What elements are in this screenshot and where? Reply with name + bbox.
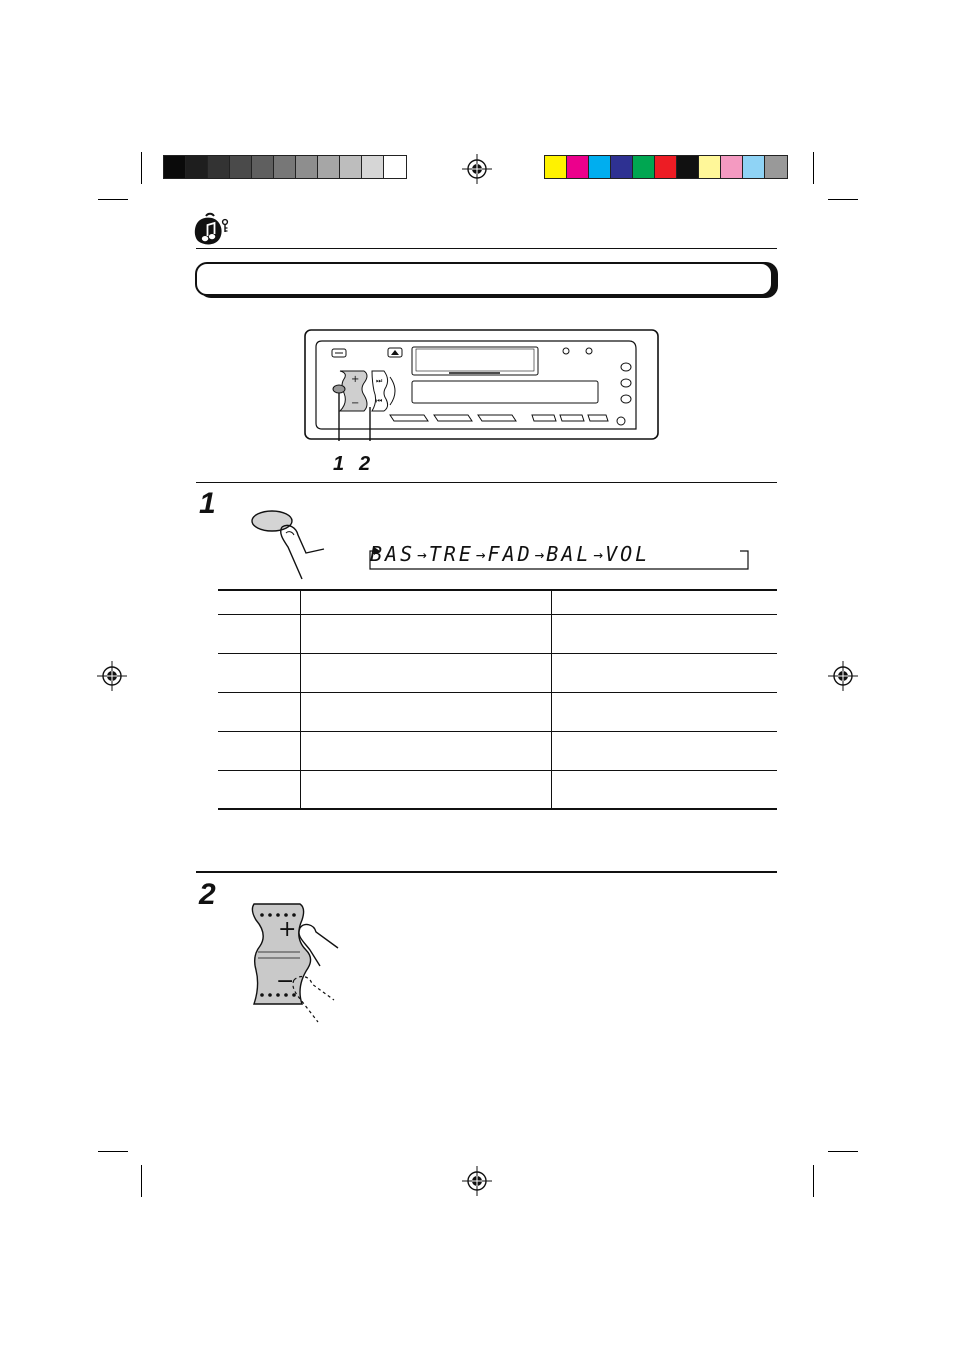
header-rule	[196, 248, 777, 249]
registration-mark-left	[97, 661, 127, 691]
step-2-rule	[196, 871, 777, 873]
table-cell	[301, 731, 552, 770]
table-cell	[218, 692, 301, 731]
arrow-right-icon: →	[534, 544, 545, 564]
arrow-right-icon: →	[417, 544, 427, 564]
svg-text:−: −	[351, 398, 360, 409]
plus-symbol: +	[278, 917, 297, 942]
table-header-cell	[301, 590, 552, 614]
arrow-right-icon: →	[593, 544, 604, 564]
gray-swatch	[384, 156, 406, 178]
callout-2: 2	[359, 453, 371, 475]
table-cell	[552, 770, 778, 809]
table-cell	[301, 653, 552, 692]
sequence-item: TRE	[428, 542, 474, 566]
table-cell	[552, 653, 778, 692]
table-header-cell	[218, 590, 301, 614]
gray-swatch	[230, 156, 252, 178]
section-title-bar	[195, 262, 773, 296]
table-cell	[218, 614, 301, 653]
grayscale-color-bar	[163, 155, 407, 179]
sequence-item: BAL	[546, 542, 592, 566]
arrow-right-icon: →	[475, 544, 486, 564]
color-swatch	[677, 156, 699, 178]
table-row	[218, 731, 777, 770]
car-stereo-illustration	[304, 329, 660, 441]
gray-swatch	[186, 156, 208, 178]
color-swatch	[765, 156, 787, 178]
color-swatch	[545, 156, 567, 178]
press-button-hand-icon	[248, 505, 332, 583]
step-1-number: 1	[199, 487, 216, 520]
gray-swatch	[274, 156, 296, 178]
plus-minus-control-hand-icon	[248, 900, 340, 1024]
sequence-item: VOL	[605, 542, 651, 566]
callout-1: 1	[333, 453, 345, 475]
mode-sequence	[370, 541, 650, 567]
registration-mark-bottom	[462, 1166, 492, 1196]
step-2-number: 2	[199, 878, 216, 911]
table-row	[218, 770, 777, 809]
gray-swatch	[164, 156, 186, 178]
table-row	[218, 692, 777, 731]
table-header-cell	[552, 590, 778, 614]
table-cell	[218, 731, 301, 770]
svg-text:+: +	[351, 374, 360, 385]
step-1-rule	[196, 482, 777, 483]
table-cell	[301, 770, 552, 809]
table-header-row	[218, 590, 777, 614]
table-cell	[552, 614, 778, 653]
color-swatch	[567, 156, 589, 178]
gray-swatch	[252, 156, 274, 178]
registration-mark-top	[462, 154, 492, 184]
color-swatch	[589, 156, 611, 178]
color-swatch	[699, 156, 721, 178]
table-cell	[301, 614, 552, 653]
minus-symbol: −	[276, 969, 295, 994]
registration-mark-right	[828, 661, 858, 691]
process-color-bar	[544, 155, 788, 179]
adjustment-table	[218, 589, 777, 810]
table-cell	[218, 653, 301, 692]
table-cell	[218, 770, 301, 809]
table-cell	[552, 692, 778, 731]
music-note-icon	[192, 212, 232, 246]
table-row	[218, 614, 777, 653]
gray-swatch	[340, 156, 362, 178]
color-swatch	[743, 156, 765, 178]
svg-text:⏭: ⏭	[376, 377, 383, 385]
table-cell	[552, 731, 778, 770]
gray-swatch	[318, 156, 340, 178]
svg-text:⏮: ⏮	[376, 397, 383, 405]
gray-swatch	[362, 156, 384, 178]
table-cell	[301, 692, 552, 731]
gray-swatch	[296, 156, 318, 178]
gray-swatch	[208, 156, 230, 178]
color-swatch	[721, 156, 743, 178]
sequence-item: BAS	[370, 542, 416, 566]
sequence-item: FAD	[487, 542, 533, 566]
color-swatch	[633, 156, 655, 178]
table-row	[218, 653, 777, 692]
color-swatch	[655, 156, 677, 178]
color-swatch	[611, 156, 633, 178]
